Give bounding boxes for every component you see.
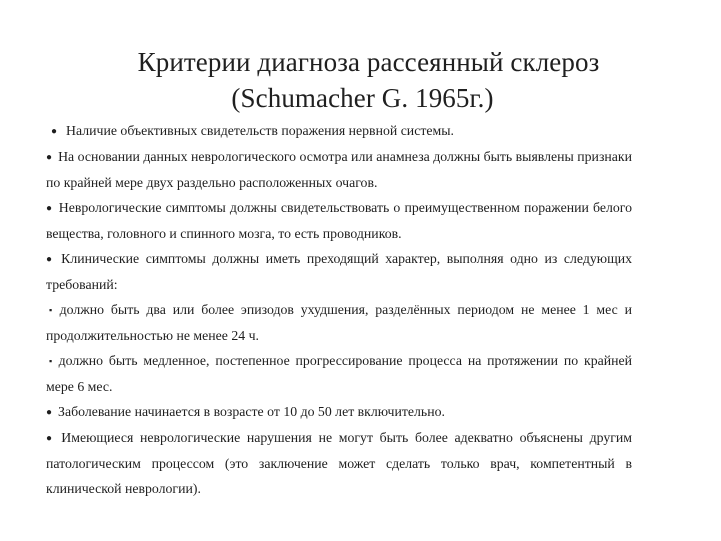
criterion-text: Клинические симптомы должны иметь преходящий характер, выполняя одно из следующих требований:	[46, 251, 632, 292]
criteria-list	[46, 118, 632, 501]
bullet-icon: ●	[46, 203, 53, 214]
criterion-subitem	[46, 297, 632, 348]
bullet-icon: ●	[46, 254, 56, 265]
criterion-item	[46, 425, 632, 501]
criterion-text: Неврологические симптомы должны свидетельствовать о преимущественном поражении белого вещества, головного и спинного мозга, то есть проводников.	[46, 200, 632, 241]
criterion-text: Наличие объективных свидетельств поражения нервной системы.	[66, 123, 454, 138]
criterion-item	[46, 144, 632, 195]
bullet-icon: ●	[51, 126, 58, 137]
bullet-icon: ●	[46, 407, 53, 418]
bullet-icon: ●	[46, 152, 53, 163]
criterion-text: Имеющиеся неврологические нарушения не могут быть более адекватно объяснены другим патологическим процессом (это заключение может сделать только врач, компетентный в клинической неврологии).	[46, 430, 632, 496]
square-bullet-icon: ▪	[49, 305, 56, 315]
criterion-item	[46, 246, 632, 297]
criterion-text: должно быть два или более эпизодов ухудшения, разделённых периодом не менее 1 мес и продолжительностью не менее 24 ч.	[46, 302, 632, 343]
criterion-subitem	[46, 348, 632, 399]
title-line-1: Критерии диагноза рассеянный склероз	[137, 47, 600, 77]
criterion-item	[46, 195, 632, 246]
criterion-item	[46, 118, 632, 144]
bullet-icon: ●	[46, 433, 56, 444]
criterion-text: Заболевание начинается в возрасте от 10 до 50 лет включительно.	[58, 404, 445, 419]
criterion-text: должно быть медленное, постепенное прогрессирование процесса на протяжении по крайней мере 6 мес.	[46, 353, 632, 394]
criterion-item	[46, 399, 632, 425]
square-bullet-icon: ▪	[49, 356, 55, 366]
title-line-2: (Schumacher G. 1965г.)	[231, 83, 494, 113]
criterion-text: На основании данных неврологического осмотра или анамнеза должны быть выявлены признаки по крайней мере двух раздельно расположенных очагов.	[46, 149, 632, 190]
slide-title	[0, 44, 721, 116]
